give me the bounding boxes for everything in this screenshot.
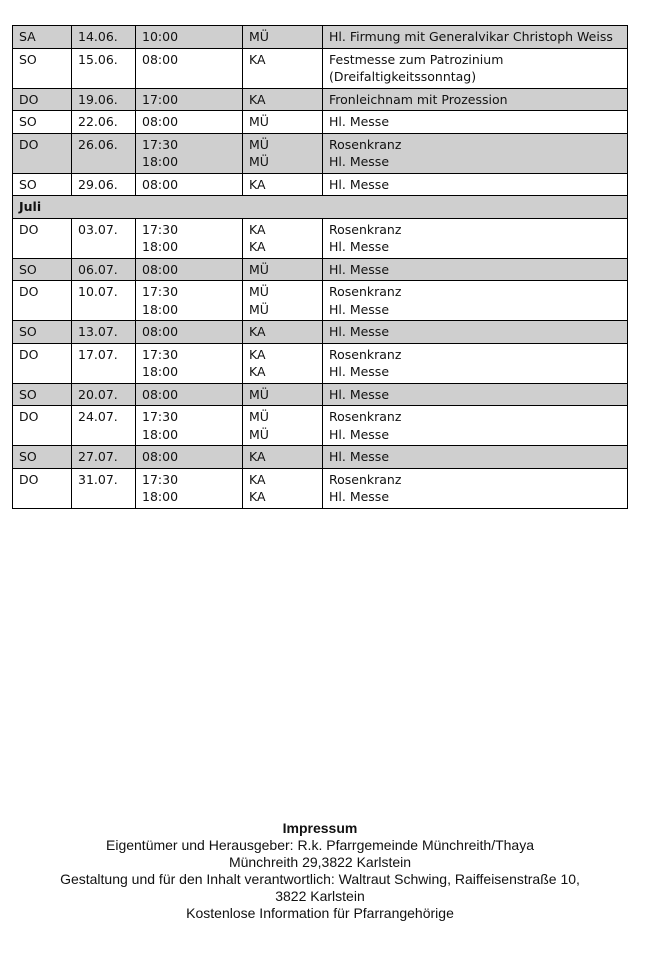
time-cell	[136, 383, 243, 406]
place-cell	[243, 383, 323, 406]
event-cell	[323, 26, 628, 49]
day-cell: SA	[13, 26, 72, 49]
event-cell	[323, 321, 628, 344]
time-line: 08:00	[142, 176, 179, 192]
time-cell	[136, 133, 243, 173]
day-cell: SO	[13, 48, 72, 88]
event-cell	[323, 111, 628, 134]
schedule-row	[13, 383, 628, 406]
event-line: Rosenkranz	[329, 471, 402, 487]
day-cell: DO	[13, 88, 72, 111]
schedule-row	[13, 173, 628, 196]
schedule-row	[13, 133, 628, 173]
place-cell	[243, 111, 323, 134]
place-cell	[243, 321, 323, 344]
schedule-row	[13, 343, 628, 383]
date-cell: 27.07.	[72, 446, 136, 469]
schedule-row	[13, 258, 628, 281]
event-line: Hl. Messe	[329, 364, 390, 379]
place-cell	[243, 26, 323, 49]
time-line: 18:00	[142, 426, 179, 442]
place-line: MÜ	[249, 261, 269, 277]
time-line: 17:30	[142, 221, 179, 237]
event-line: Hl. Firmung mit Generalvikar Christoph Weiss	[329, 29, 613, 44]
event-line: Hl. Messe	[329, 114, 390, 129]
time-line: 17:30	[142, 409, 179, 424]
date-cell: 24.07.	[72, 406, 136, 446]
place-line: KA	[249, 221, 266, 237]
event-line: (Dreifaltigkeitssonntag)	[329, 69, 477, 84]
date-cell: 26.06.	[72, 133, 136, 173]
place-cell	[243, 258, 323, 281]
schedule-row	[13, 218, 628, 258]
place-cell	[243, 88, 323, 111]
impressum-line-responsible-city: 3822 Karlstein	[275, 888, 365, 904]
time-line: 17:00	[142, 91, 179, 107]
time-cell	[136, 111, 243, 134]
place-line: MÜ	[249, 114, 269, 129]
day-cell: DO	[13, 406, 72, 446]
place-cell	[243, 48, 323, 88]
place-cell	[243, 281, 323, 321]
event-line: Fronleichnam mit Prozession	[329, 91, 508, 107]
time-cell	[136, 258, 243, 281]
time-cell	[136, 88, 243, 111]
time-line: 18:00	[142, 489, 179, 504]
event-cell	[323, 383, 628, 406]
time-line: 18:00	[142, 301, 179, 317]
schedule-row	[13, 111, 628, 134]
event-line: Festmesse zum Patrozinium	[329, 51, 504, 67]
event-line: Hl. Messe	[329, 301, 390, 317]
impressum-line-info: Kostenlose Information für Pfarrangehörige	[186, 905, 454, 921]
time-line: 08:00	[142, 449, 179, 464]
place-cell	[243, 343, 323, 383]
day-cell: SO	[13, 321, 72, 344]
impressum	[0, 820, 640, 922]
date-cell: 29.06.	[72, 173, 136, 196]
event-cell	[323, 446, 628, 469]
day-cell: DO	[13, 468, 72, 508]
place-line: KA	[249, 364, 266, 379]
event-line: Hl. Messe	[329, 426, 390, 442]
time-cell	[136, 281, 243, 321]
event-line: Hl. Messe	[329, 154, 390, 169]
event-line: Rosenkranz	[329, 221, 402, 237]
place-line: MÜ	[249, 301, 269, 317]
event-cell	[323, 468, 628, 508]
event-cell	[323, 343, 628, 383]
day-cell: SO	[13, 383, 72, 406]
time-cell	[136, 218, 243, 258]
time-line: 17:30	[142, 346, 179, 362]
time-line: 08:00	[142, 51, 179, 67]
schedule-table	[12, 25, 628, 509]
day-cell: SO	[13, 111, 72, 134]
day-cell: SO	[13, 446, 72, 469]
place-line: KA	[249, 91, 266, 107]
schedule-row	[13, 321, 628, 344]
event-line: Rosenkranz	[329, 409, 402, 424]
time-cell	[136, 446, 243, 469]
date-cell: 10.07.	[72, 281, 136, 321]
day-cell: DO	[13, 343, 72, 383]
place-line: KA	[249, 324, 266, 339]
place-line: KA	[249, 489, 266, 504]
date-cell: 22.06.	[72, 111, 136, 134]
event-cell	[323, 258, 628, 281]
place-cell	[243, 446, 323, 469]
event-cell	[323, 48, 628, 88]
event-line: Hl. Messe	[329, 239, 390, 254]
day-cell: DO	[13, 218, 72, 258]
time-line: 10:00	[142, 29, 179, 44]
event-cell	[323, 406, 628, 446]
day-cell: DO	[13, 133, 72, 173]
time-cell	[136, 48, 243, 88]
place-line: KA	[249, 176, 266, 192]
place-line: MÜ	[249, 284, 269, 299]
place-cell	[243, 133, 323, 173]
event-cell	[323, 133, 628, 173]
place-line: MÜ	[249, 154, 269, 169]
date-cell: 17.07.	[72, 343, 136, 383]
date-cell: 06.07.	[72, 258, 136, 281]
date-cell: 13.07.	[72, 321, 136, 344]
event-cell	[323, 88, 628, 111]
schedule-row	[13, 281, 628, 321]
place-line: MÜ	[249, 409, 269, 424]
schedule-body	[13, 26, 628, 509]
event-line: Hl. Messe	[329, 489, 390, 504]
event-line: Hl. Messe	[329, 176, 390, 192]
date-cell: 03.07.	[72, 218, 136, 258]
schedule-row	[13, 406, 628, 446]
time-line: 08:00	[142, 114, 179, 129]
place-line: MÜ	[249, 386, 269, 402]
time-line: 08:00	[142, 261, 179, 277]
event-cell	[323, 218, 628, 258]
time-line: 17:30	[142, 471, 179, 487]
place-line: KA	[249, 239, 266, 254]
place-line: KA	[249, 449, 266, 464]
time-cell	[136, 321, 243, 344]
time-cell	[136, 406, 243, 446]
month-label: Juli	[13, 196, 628, 219]
schedule-row	[13, 88, 628, 111]
event-line: Hl. Messe	[329, 449, 390, 464]
time-line: 18:00	[142, 364, 179, 379]
place-cell	[243, 173, 323, 196]
event-cell	[323, 173, 628, 196]
place-line: KA	[249, 471, 266, 487]
date-cell: 15.06.	[72, 48, 136, 88]
schedule-row	[13, 468, 628, 508]
place-line: MÜ	[249, 136, 269, 152]
day-cell: SO	[13, 258, 72, 281]
place-line: MÜ	[249, 426, 269, 442]
place-line: MÜ	[249, 29, 269, 44]
impressum-line-address: Münchreith 29,3822 Karlstein	[228, 854, 412, 870]
day-cell: SO	[13, 173, 72, 196]
month-header-row	[13, 196, 628, 219]
date-cell: 19.06.	[72, 88, 136, 111]
date-cell: 14.06.	[72, 26, 136, 49]
event-line: Rosenkranz	[329, 284, 402, 299]
event-line: Hl. Messe	[329, 386, 390, 402]
event-line: Rosenkranz	[329, 346, 402, 362]
day-cell: DO	[13, 281, 72, 321]
impressum-line-owner: Eigentümer und Herausgeber: R.k. Pfarrgemeinde Münchreith/Thaya	[106, 837, 534, 853]
time-cell	[136, 173, 243, 196]
time-line: 08:00	[142, 386, 179, 402]
place-line: KA	[249, 51, 266, 67]
place-line: KA	[249, 346, 266, 362]
event-line: Rosenkranz	[329, 136, 402, 152]
time-line: 18:00	[142, 154, 179, 169]
event-cell	[323, 281, 628, 321]
time-line: 08:00	[142, 324, 179, 339]
date-cell: 31.07.	[72, 468, 136, 508]
impressum-line-responsible: Gestaltung und für den Inhalt verantwortlich: Waltraut Schwing, Raiffeisenstraße 10,	[60, 871, 580, 887]
schedule-row	[13, 446, 628, 469]
place-cell	[243, 468, 323, 508]
time-cell	[136, 468, 243, 508]
time-line: 17:30	[142, 136, 179, 152]
place-cell	[243, 406, 323, 446]
date-cell: 20.07.	[72, 383, 136, 406]
event-line: Hl. Messe	[329, 261, 390, 277]
time-line: 17:30	[142, 284, 179, 299]
time-cell	[136, 26, 243, 49]
time-line: 18:00	[142, 239, 179, 254]
time-cell	[136, 343, 243, 383]
schedule-row	[13, 48, 628, 88]
impressum-title: Impressum	[282, 820, 358, 836]
place-cell	[243, 218, 323, 258]
event-line: Hl. Messe	[329, 324, 390, 339]
schedule-row	[13, 26, 628, 49]
